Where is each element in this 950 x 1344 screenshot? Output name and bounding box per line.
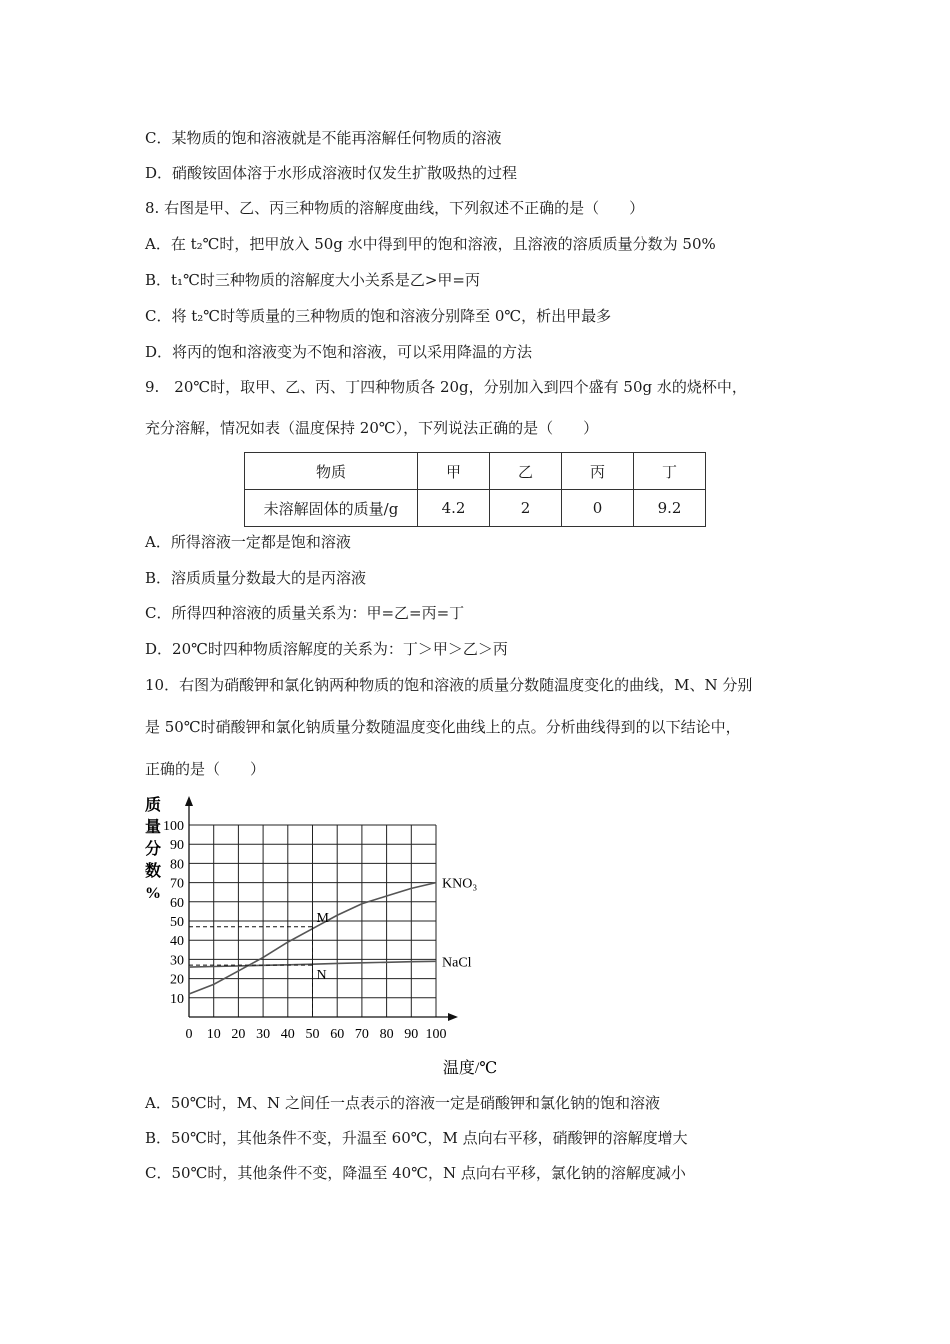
- table-cell: 丙: [562, 453, 634, 490]
- point-label: N: [316, 968, 327, 984]
- y-axis-arrow: [185, 796, 193, 806]
- x-tick-label: 80: [379, 1027, 394, 1042]
- mass-fraction-chart: [138, 790, 538, 1090]
- table-cell: 0: [562, 490, 634, 527]
- solubility-table: [244, 452, 706, 527]
- chart-grid: [189, 825, 436, 1017]
- option-a-q10: A．50℃时，M、N 之间任一点表示的溶液一定是硝酸钾和氯化钠的饱和溶液: [145, 1094, 660, 1112]
- x-tick-label: 70: [354, 1027, 369, 1042]
- y-axis-label-char: %: [145, 885, 161, 902]
- y-tick-label: 40: [170, 934, 184, 950]
- y-tick-label: 20: [170, 972, 184, 988]
- option-b-q9: B．溶质质量分数最大的是丙溶液: [145, 569, 367, 587]
- table-cell: 甲: [418, 453, 490, 490]
- x-tick-label: 30: [256, 1027, 271, 1042]
- x-tick-label: 20: [231, 1027, 246, 1042]
- question-9-stem: 9. 20℃时，取甲、乙、丙、丁四种物质各 20g，分别加入到四个盛有 50g 水的烧杯中，: [145, 378, 747, 396]
- x-tick-label: 100: [425, 1027, 447, 1042]
- y-axis-label-char: 质: [144, 797, 162, 814]
- option-d-q8: D．将丙的饱和溶液变为不饱和溶液，可以采用降温的方法: [145, 343, 533, 361]
- table-cell: 未溶解固体的质量/g: [245, 490, 418, 527]
- x-axis-arrow: [448, 1013, 458, 1021]
- chart-axes: [185, 796, 458, 1021]
- series-label: NaCl: [442, 955, 472, 971]
- option-b-q10: B．50℃时，其他条件不变，升温至 60℃，M 点向右平移，硝酸钾的溶解度增大: [145, 1129, 688, 1147]
- y-tick-label: 50: [170, 915, 184, 930]
- question-10-stem-end: 正确的是（ ）: [145, 760, 266, 778]
- y-tick-label: 10: [170, 991, 184, 1007]
- table-cell: 乙: [490, 453, 562, 490]
- option-d-q7: D．硝酸铵固体溶于水形成溶液时仅发生扩散吸热的过程: [145, 164, 518, 182]
- option-c-q9: C．所得四种溶液的质量关系为：甲=乙=丙=丁: [145, 604, 465, 622]
- x-tick-label: 50: [305, 1027, 320, 1042]
- x-axis-label: 温度/℃: [442, 1060, 498, 1077]
- y-axis-label-char: 数: [144, 863, 162, 880]
- option-c-q7: C．某物质的饱和溶液就是不能再溶解任何物质的溶液: [145, 129, 502, 147]
- x-tick-label: 0: [185, 1027, 193, 1042]
- option-c-q8: C．将 t₂℃时等质量的三种物质的饱和溶液分别降至 0℃，析出甲最多: [145, 307, 612, 325]
- y-tick-label: 90: [170, 838, 184, 854]
- table-header-row: [245, 453, 706, 490]
- question-9-stem-cont: 充分溶解，情况如表（温度保持 20℃），下列说法正确的是（ ）: [145, 419, 599, 437]
- table-cell: 4.2: [418, 490, 490, 527]
- y-axis-label: [145, 795, 161, 902]
- table-cell: 物质: [245, 453, 418, 490]
- x-tick-label: 60: [330, 1027, 345, 1042]
- option-c-q10: C．50℃时，其他条件不变，降温至 40℃，N 点向右平移，氯化钠的溶解度减小: [145, 1164, 686, 1182]
- x-tick-label: 10: [206, 1027, 221, 1042]
- y-tick-label: 30: [170, 953, 184, 969]
- option-a-q9: A．所得溶液一定都是饱和溶液: [145, 533, 351, 551]
- x-tick-label: 40: [280, 1027, 295, 1042]
- y-tick-label: 100: [163, 819, 184, 834]
- table-cell: 2: [490, 490, 562, 527]
- chart-series: [189, 877, 477, 994]
- y-axis-label-char: 量: [144, 819, 162, 836]
- table-cell: 丁: [634, 453, 706, 490]
- question-10-stem-cont: 是 50℃时硝酸钾和氯化钠质量分数随温度变化曲线上的点。分析曲线得到的以下结论中，: [145, 718, 741, 736]
- y-tick-label: 80: [170, 857, 184, 873]
- question-10-stem: 10．右图为硝酸钾和氯化钠两种物质的饱和溶液的质量分数随温度变化的曲线，M、N 分别: [145, 676, 753, 694]
- table-row: [245, 490, 706, 527]
- point-label: M: [316, 910, 329, 926]
- option-d-q9: D．20℃时四种物质溶解度的关系为：丁＞甲＞乙＞丙: [145, 640, 508, 658]
- option-b-q8: B．t₁℃时三种物质的溶解度大小关系是乙>甲=丙: [145, 271, 480, 289]
- question-8-stem: 8. 右图是甲、乙、丙三种物质的溶解度曲线，下列叙述不正确的是（ ）: [145, 199, 645, 217]
- table-cell: 9.2: [634, 490, 706, 527]
- series-label: KNO₃: [442, 876, 478, 892]
- y-tick-label: 60: [170, 895, 184, 911]
- tick-labels: [163, 819, 497, 1077]
- y-axis-label-char: 分: [144, 841, 162, 858]
- option-a-q8: A．在 t₂℃时，把甲放入 50g 水中得到甲的饱和溶液，且溶液的溶质质量分数为 50%: [145, 235, 716, 253]
- y-tick-label: 70: [170, 876, 184, 892]
- x-tick-label: 90: [404, 1027, 419, 1042]
